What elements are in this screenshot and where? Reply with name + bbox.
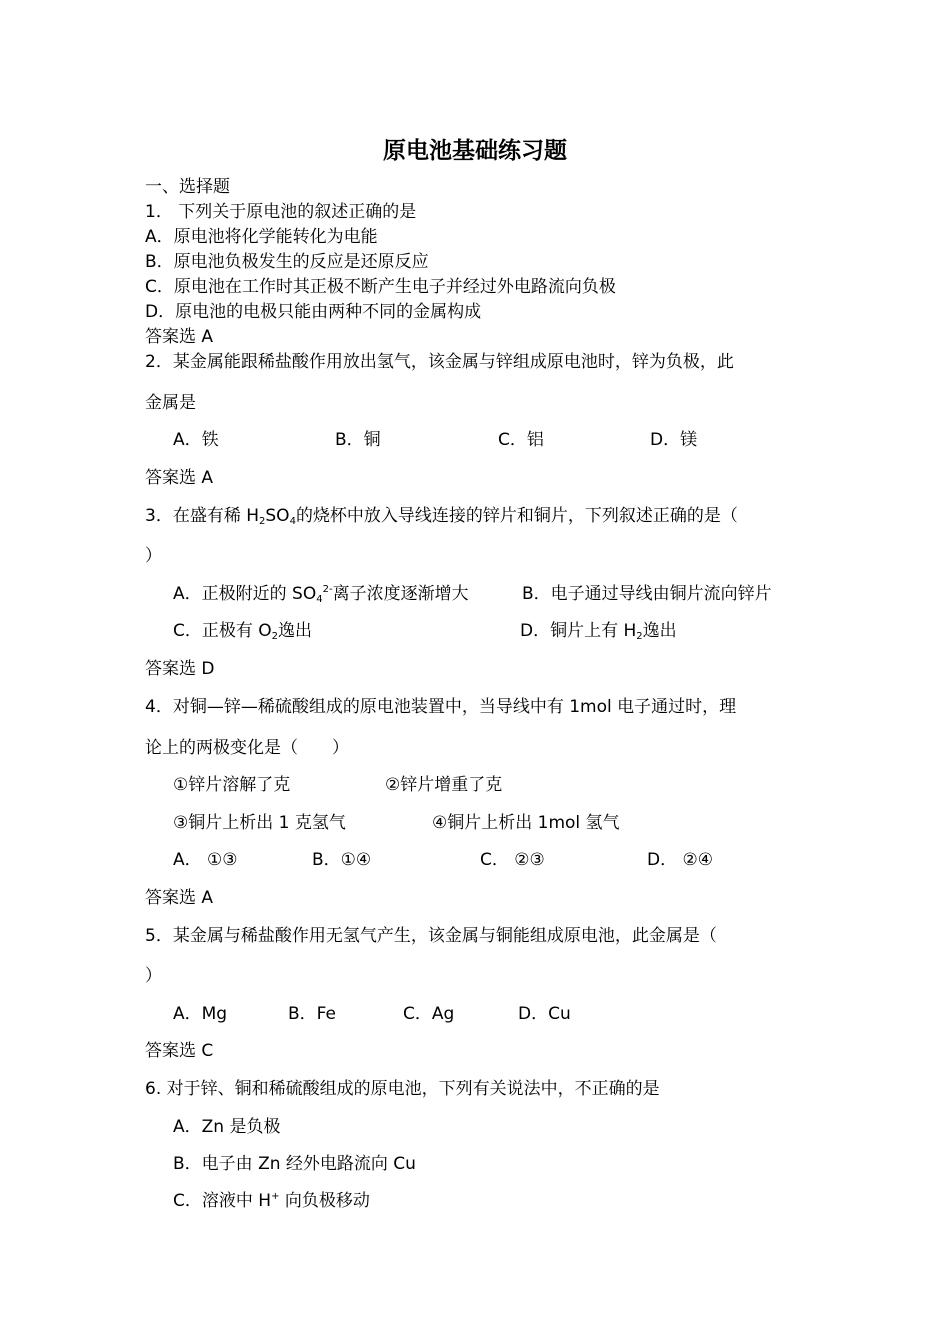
q1-stem: 1． 下列关于原电池的叙述正确的是 [145,202,417,222]
q5-option-b: B．Fe [288,1004,336,1024]
q2-answer: 答案选 A [145,468,214,488]
q3-option-b: B．电子通过导线由铜片流向锌片 [522,584,772,604]
page-title: 原电池基础练习题 [383,138,567,164]
q3-option-a: A．正极附近的 $SO_4^{2-}$离子浓度逐渐增大 [173,584,469,605]
q3-stem-line2: ） [145,546,162,566]
q2-option-d: D．镁 [650,430,698,450]
q4-option-c: C． ②③ [480,850,545,870]
q1-option-a: A．原电池将化学能转化为电能 [145,227,378,247]
q4-stem-line2: 论上的两极变化是（ ） [145,738,349,758]
q4-option-a: A． ①③ [173,850,238,870]
q6-option-a: A．Zn 是负极 [173,1117,281,1137]
q3-stem-line1: 3．在盛有稀 $H_2SO_4$的烧杯中放入导线连接的锌片和铜片，下列叙述正确的是（ [145,506,738,527]
q2-option-c: C．铝 [498,430,544,450]
q4-option-d: D． ②④ [647,850,713,870]
q2-option-b: B．铜 [335,430,381,450]
q6-option-c: C．溶液中 H+ 向负极移动 [173,1191,370,1211]
q5-option-a: A．Mg [173,1004,228,1024]
q4-statement-4: ④铜片上析出 1mol 氢气 [432,813,620,833]
section-heading: 一、选择题 [145,177,230,197]
q3-option-d: D．铜片上有 $H_2$逸出 [520,621,677,642]
q3-option-c: C．正极有 $O_2$逸出 [173,621,313,642]
q4-answer: 答案选 A [145,888,214,908]
q1-option-c: C．原电池在工作时其正极不断产生电子并经过外电路流向负极 [145,277,616,297]
q6-option-b: B．电子由 Zn 经外电路流向 Cu [173,1154,416,1174]
q5-stem-line1: 5．某金属与稀盐酸作用无氢气产生，该金属与铜能组成原电池，此金属是（ [145,926,717,946]
q4-statement-3: ③铜片上析出 1 克氢气 [173,813,346,833]
q4-statement-2: ②锌片增重了克 [385,775,503,795]
q6-stem: 6. 对于锌、铜和稀硫酸组成的原电池，下列有关说法中，不正确的是 [145,1079,660,1099]
q1-option-b: B．原电池负极发生的反应是还原反应 [145,252,429,272]
q1-option-d: D．原电池的电极只能由两种不同的金属构成 [145,302,482,322]
q2-option-a: A．铁 [173,430,219,450]
q5-option-d: D．Cu [518,1004,571,1024]
q4-stem-line1: 4．对铜—锌—稀硫酸组成的原电池装置中，当导线中有 1mol 电子通过时，理 [145,697,737,717]
q5-answer: 答案选 C [145,1041,214,1061]
q5-option-c: C．Ag [403,1004,455,1024]
q2-stem-line1: 2．某金属能跟稀盐酸作用放出氢气，该金属与锌组成原电池时，锌为负极，此 [145,352,734,372]
q4-statement-1: ①锌片溶解了克 [173,775,291,795]
q1-answer: 答案选 A [145,327,214,347]
q3-answer: 答案选 D [145,659,215,679]
q2-stem-line2: 金属是 [145,393,196,413]
q5-stem-line2: ） [145,966,162,986]
q4-option-b: B．①④ [312,850,372,870]
